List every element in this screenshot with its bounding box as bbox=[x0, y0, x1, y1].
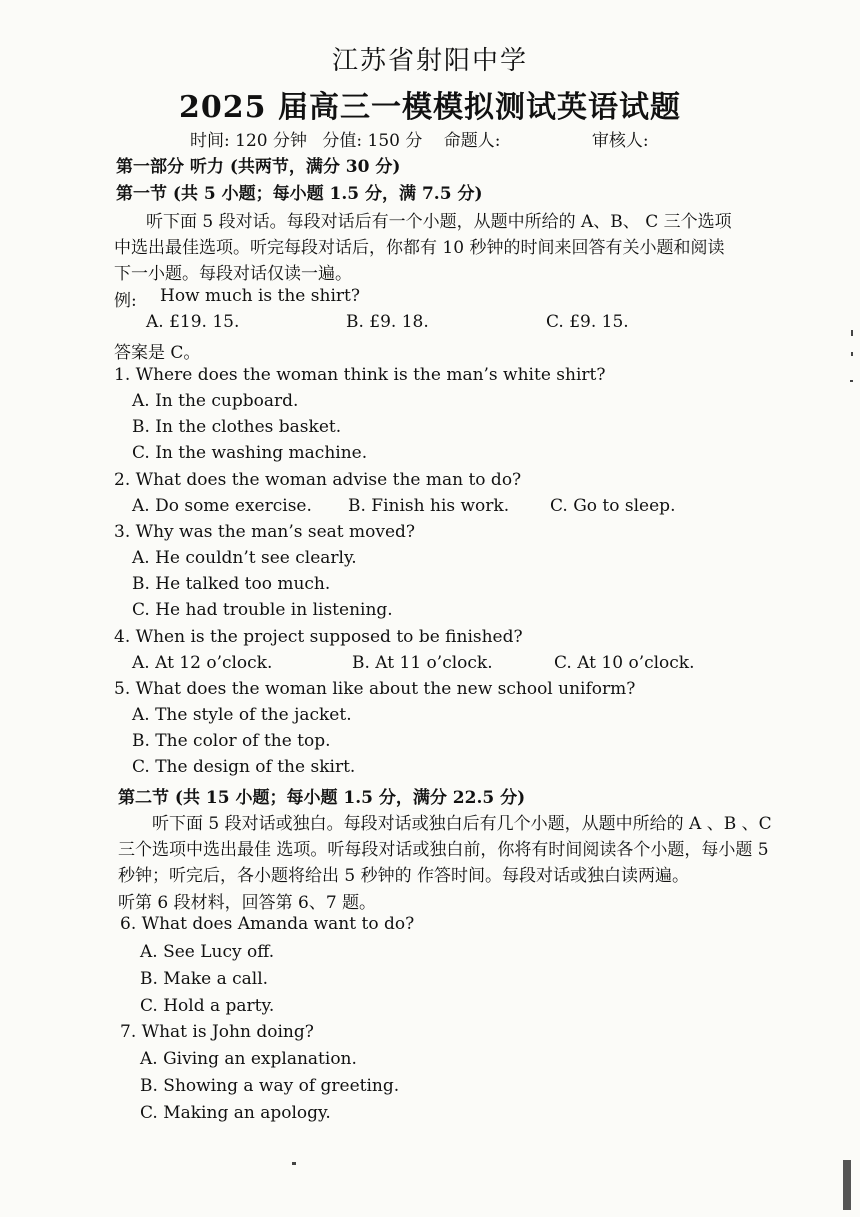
section1-instruction-line: 听下面 5 段对话。每段对话后有一个小题，从题中所给的 A、B、 C 三个选项 bbox=[146, 212, 732, 232]
question-7-option-a: A. Giving an explanation. bbox=[140, 1049, 357, 1069]
example-label: 例: bbox=[114, 291, 137, 311]
question-1-option-a: A. In the cupboard. bbox=[132, 391, 299, 411]
question-5-option-a: A. The style of the jacket. bbox=[132, 705, 352, 725]
question-7: 7. What is John doing? bbox=[120, 1022, 314, 1042]
exam-score: 分值: 150 分 bbox=[322, 131, 423, 151]
question-3-option-c: C. He had trouble in listening. bbox=[132, 600, 393, 620]
question-3-option-b: B. He talked too much. bbox=[132, 574, 331, 594]
question-4-option-b: B. At 11 o’clock. bbox=[352, 653, 493, 673]
exam-setter: 命题人: bbox=[443, 131, 501, 151]
section2-instruction-line: 听下面 5 段对话或独白。每段对话或独白后有几个小题，从题中所给的 A 、B 、C bbox=[152, 814, 772, 834]
section1-instruction-line: 下一小题。每段对话仅读一遍。 bbox=[114, 264, 352, 284]
question-3-option-a: A. He couldn’t see clearly. bbox=[132, 548, 357, 568]
question-2-option-a: A. Do some exercise. bbox=[132, 496, 312, 516]
example-question: How much is the shirt? bbox=[160, 286, 360, 306]
section2-title: 第二节 (共 15 小题；每小题 1.5 分，满分 22.5 分) bbox=[118, 788, 526, 808]
question-7-option-c: C. Making an apology. bbox=[140, 1103, 331, 1123]
scan-speck bbox=[851, 352, 853, 356]
section2-instruction-line: 秒钟；听完后，各小题将给出 5 秒钟的 作答时间。每段对话或独白读两遍。 bbox=[118, 866, 690, 886]
scan-edge-mark bbox=[843, 1160, 851, 1210]
exam-time: 时间: 120 分钟 bbox=[190, 131, 307, 151]
example-answer: 答案是 C。 bbox=[114, 343, 201, 363]
question-5-option-b: B. The color of the top. bbox=[132, 731, 331, 751]
scan-speck bbox=[851, 330, 853, 336]
scan-speck bbox=[292, 1162, 296, 1165]
exam-meta bbox=[190, 126, 649, 151]
example-option-a: A. £19. 15. bbox=[146, 312, 240, 332]
exam-reviewer: 审核人: bbox=[591, 131, 649, 151]
exam-title: 2025 届高三一模模拟测试英语试题 bbox=[179, 90, 681, 125]
question-4-option-a: A. At 12 o’clock. bbox=[132, 653, 273, 673]
question-1: 1. Where does the woman think is the man’s white shirt? bbox=[114, 365, 606, 385]
section2-instruction-line: 三个选项中选出最佳 选项。听每段对话或独白前，你将有时间阅读各个小题，每小题 5 bbox=[118, 840, 769, 860]
question-1-option-c: C. In the washing machine. bbox=[132, 443, 368, 463]
question-1-option-b: B. In the clothes basket. bbox=[132, 417, 342, 437]
question-6-option-b: B. Make a call. bbox=[140, 969, 269, 989]
question-2-option-c: C. Go to sleep. bbox=[550, 496, 676, 516]
example-option-b: B. £9. 18. bbox=[346, 312, 429, 332]
question-6: 6. What does Amanda want to do? bbox=[120, 914, 415, 934]
school-name: 江苏省射阳中学 bbox=[331, 46, 528, 76]
part1-title: 第一部分 听力 (共两节，满分 30 分) bbox=[116, 157, 401, 177]
question-2: 2. What does the woman advise the man to do? bbox=[114, 470, 522, 490]
material-intro: 听第 6 段材料，回答第 6、7 题。 bbox=[118, 893, 377, 913]
section1-instruction-line: 中选出最佳选项。听完每段对话后，你都有 10 秒钟的时间来回答有关小题和阅读 bbox=[114, 238, 725, 258]
example-option-c: C. £9. 15. bbox=[546, 312, 629, 332]
section1-title: 第一节 (共 5 小题；每小题 1.5 分，满 7.5 分) bbox=[116, 184, 483, 204]
question-2-option-b: B. Finish his work. bbox=[348, 496, 510, 516]
question-4: 4. When is the project supposed to be finished? bbox=[114, 627, 523, 647]
question-5: 5. What does the woman like about the new school uniform? bbox=[114, 679, 636, 699]
question-5-option-c: C. The design of the skirt. bbox=[132, 757, 356, 777]
question-4-option-c: C. At 10 o’clock. bbox=[554, 653, 695, 673]
question-6-option-a: A. See Lucy off. bbox=[140, 942, 275, 962]
question-3: 3. Why was the man’s seat moved? bbox=[114, 522, 416, 542]
question-6-option-c: C. Hold a party. bbox=[140, 996, 275, 1016]
question-7-option-b: B. Showing a way of greeting. bbox=[140, 1076, 400, 1096]
scan-speck bbox=[850, 380, 853, 382]
